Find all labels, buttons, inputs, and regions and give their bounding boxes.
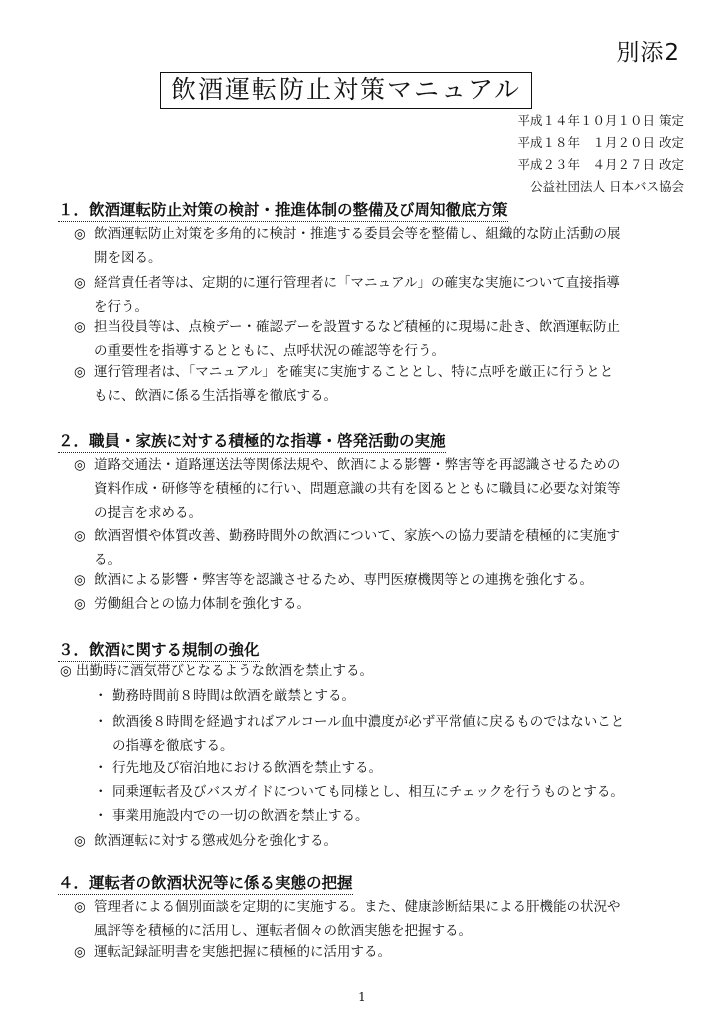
item-text: 資料作成・研修等を積極的に行い、問題意識の共有を図るとともに職員に必要な対策等 [94,481,621,497]
double-circle-icon: ◎ [74,528,86,544]
revision-line: 平成１４年１０月１０日 策定 [517,113,684,128]
double-circle-icon: ◎ [74,596,86,612]
item-text: る。 [94,552,121,568]
double-circle-icon: ◎ [74,833,86,849]
attachment-label: 別添2 [616,40,680,66]
bullet-dot-icon: ・ [94,808,108,824]
revision-line: 平成２３年 ４月２７日 改定 [517,157,684,172]
item-text: 飲酒運転に対する懲戒処分を強化する。 [94,833,337,849]
double-circle-icon: ◎ [60,663,72,679]
item-text: 運行管理者は、「マニュアル」を確実に実施することとし、特に点呼を厳正に行うとと [94,364,614,380]
section-heading: ３．飲酒に関する規制の強化 [58,640,260,662]
item-text: 勤務時間前８時間は飲酒を厳禁とする。 [112,688,355,704]
item-text: 飲酒後８時間を経過すればアルコール血中濃度が必ず平常値に戻るものではないこと [112,714,625,730]
item-text: を行う。 [94,299,148,315]
organization-name: 公益社団法人 日本バス協会 [530,179,684,194]
item-text: 飲酒運転防止対策を多角的に検討・推進する委員会等を整備し、組織的な防止活動の展 [94,226,621,242]
item-text: 運転記録証明書を実態把握に積極的に活用する。 [94,944,391,960]
item-text: 飲酒による影響・弊害等を認識させるため、専門医療機関等との連携を強化する。 [94,572,593,588]
item-text: の重要性を指導するとともに、点呼状況の確認等を行う。 [94,343,445,359]
revision-history [518,110,684,198]
item-text: 風評等を積極的に活用し、運転者個々の飲酒実態を把握する。 [94,923,472,939]
item-text: 同乗運転者及びバスガイドについても同様とし、相互にチェックを行うものとする。 [112,784,624,800]
double-circle-icon: ◎ [74,457,86,473]
item-text: 担当役員等は、点検デー・確認デーを設置するなど積極的に現場に赴き、飲酒運転防止 [94,319,620,335]
double-circle-icon: ◎ [74,572,86,588]
item-text: 労働組合との協力体制を強化する。 [94,596,310,612]
item-text: 出勤時に酒気帯びとなるような飲酒を禁止する。 [76,663,373,679]
document-title: 飲酒運転防止対策マニュアル [160,72,532,109]
bullet-dot-icon: ・ [94,714,108,730]
double-circle-icon: ◎ [74,226,86,242]
double-circle-icon: ◎ [74,899,86,915]
item-text: 飲酒習慣や体質改善、勤務時間外の飲酒について、家族への協力要請を積極的に実施す [94,528,620,544]
item-text: の指導を徹底する。 [112,738,234,754]
double-circle-icon: ◎ [74,364,86,380]
double-circle-icon: ◎ [74,319,86,335]
double-circle-icon: ◎ [74,944,86,960]
section-heading: ４．運転者の飲酒状況等に係る実態の把握 [58,873,353,895]
item-text: 管理者による個別面談を定期的に実施する。また、健康診断結果による肝機能の状況や [94,899,621,915]
double-circle-icon: ◎ [74,275,86,291]
title-box [160,72,532,109]
item-text: 開を図る。 [94,250,162,266]
page-number: 1 [358,990,366,1004]
item-text: 行先地及び宿泊地における飲酒を禁止する。 [112,760,382,776]
section-heading: １．飲酒運転防止対策の検討・推進体制の整備及び周知徹底方策 [58,200,508,222]
revision-line: 平成１８年 １月２０日 改定 [517,135,684,150]
item-text: もに、飲酒に係る生活指導を徹底する。 [94,388,337,404]
bullet-dot-icon: ・ [94,688,108,704]
item-text: 道路交通法・道路運送法等関係法規や、飲酒による影響・弊害等を再認識させるための [94,457,621,473]
bullet-dot-icon: ・ [94,760,108,776]
section-heading: ２．職員・家族に対する積極的な指導・啓発活動の実施 [58,431,446,453]
item-text: の提言を求める。 [94,505,202,521]
bullet-dot-icon: ・ [94,784,108,800]
item-text: 経営責任者等は、定期的に運行管理者に「マニュアル」の確実な実施について直接指導 [94,275,620,291]
item-text: 事業用施設内での一切の飲酒を禁止する。 [112,808,369,824]
